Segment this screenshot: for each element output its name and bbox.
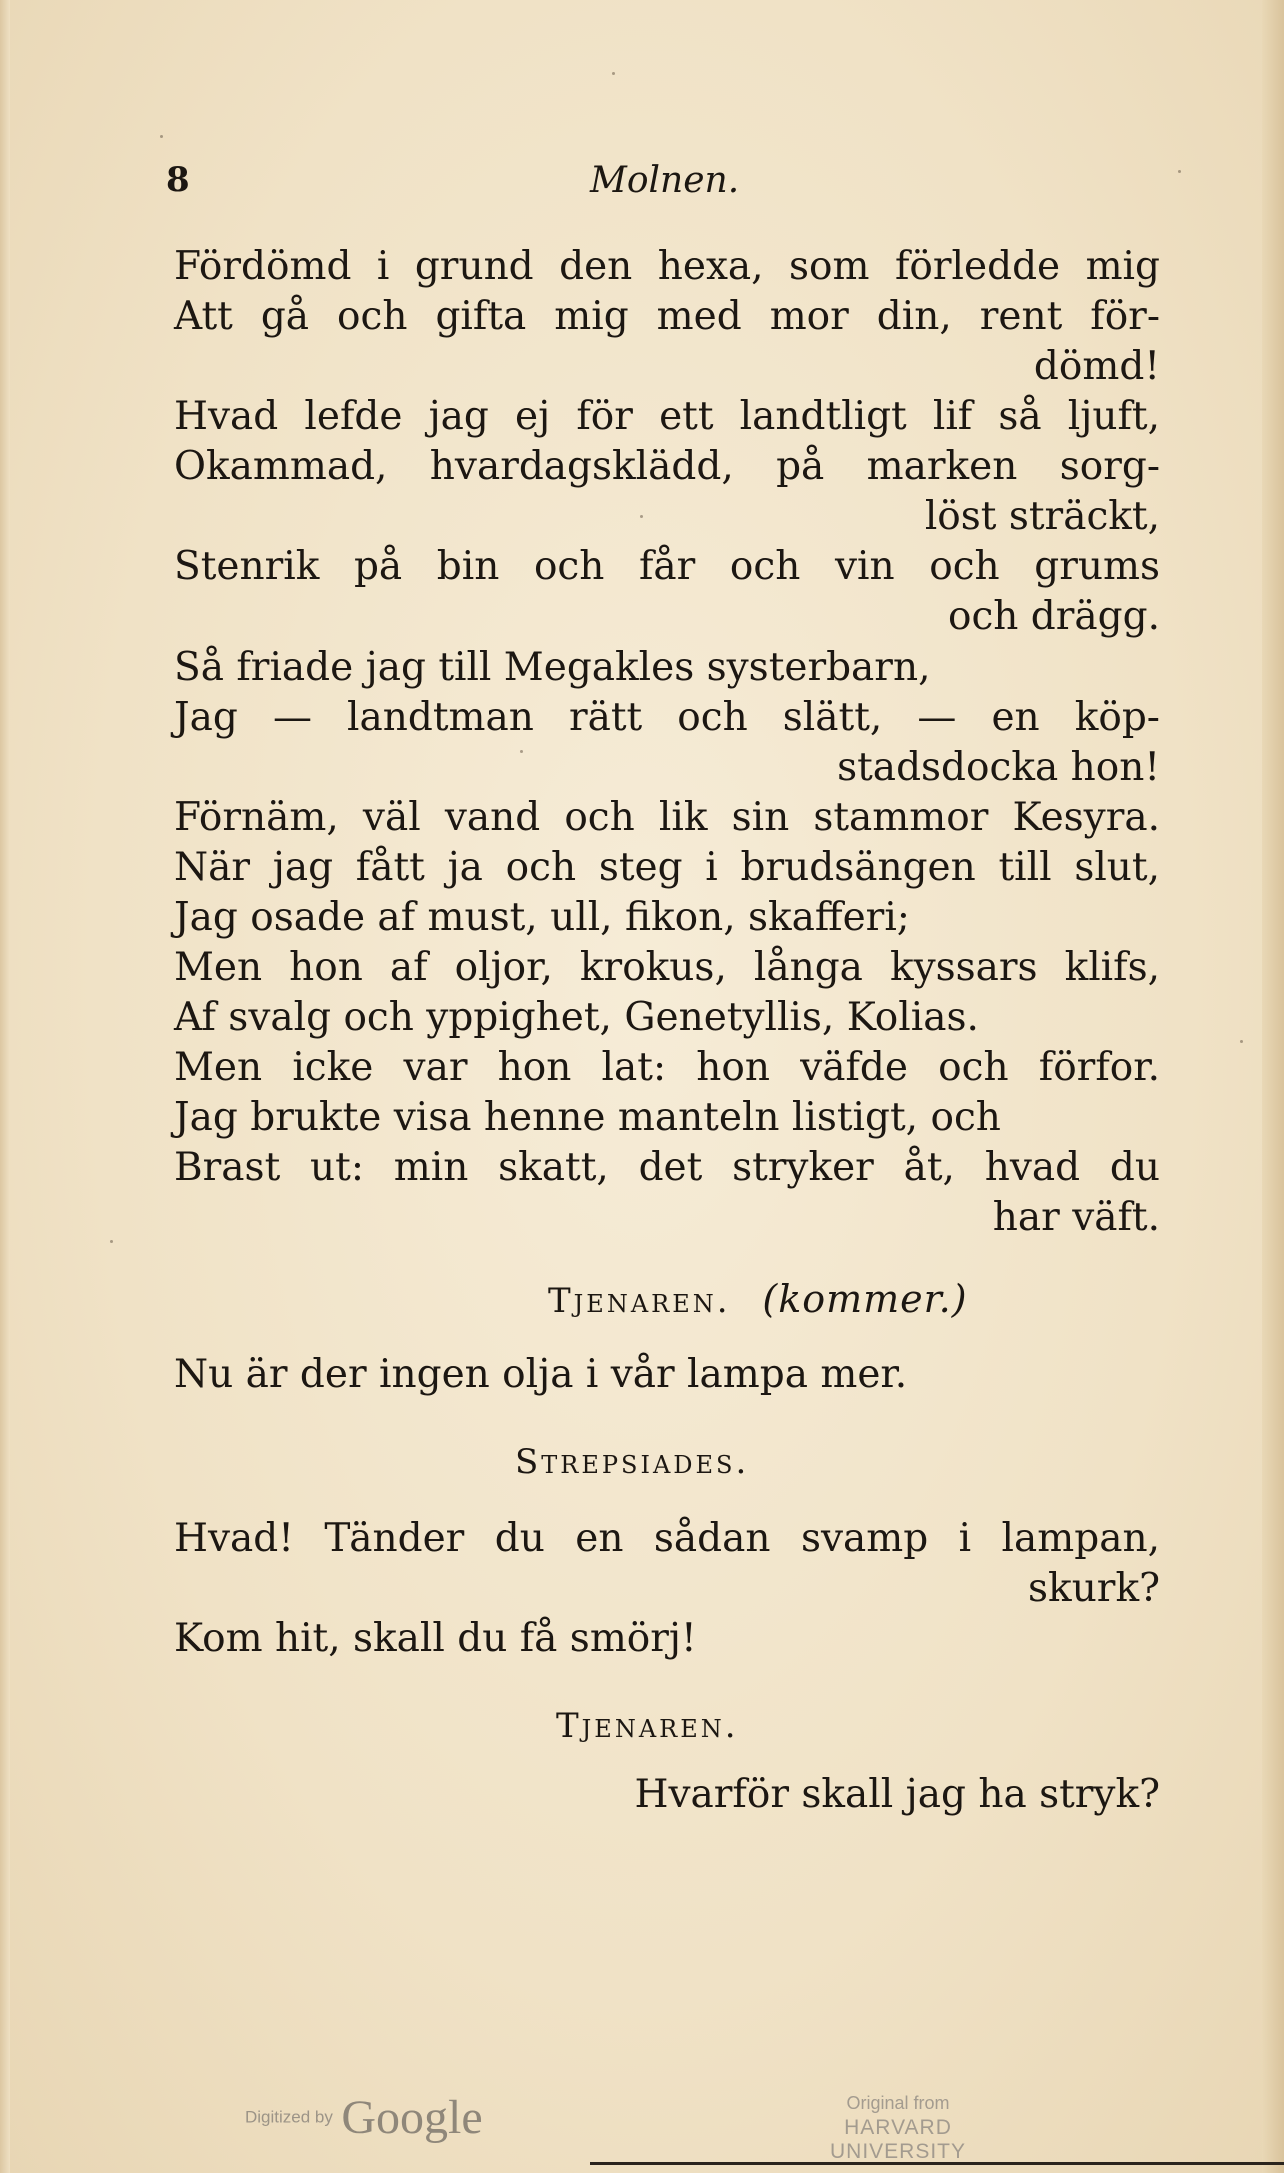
verse-continuation: och drägg. — [947, 594, 1160, 639]
scan-speck — [160, 135, 163, 138]
speaker-label: Tjenaren. — [548, 1281, 731, 1321]
scan-speck — [1240, 1040, 1243, 1043]
speaker-name — [548, 1277, 968, 1321]
verse-line: Jag brukte visa henne manteln listigt, och — [174, 1095, 1001, 1140]
scan-speck — [640, 515, 643, 518]
speaker-name: Strepsiades. — [515, 1442, 750, 1482]
verse-line: Hvad lefde jag ej för ett landtligt lif så ljuft, — [174, 394, 1160, 439]
verse-line: Men icke var hon lat: hon väfde och förfor. — [174, 1045, 1160, 1090]
verse-line: Okammad, hvardagsklädd, på marken sorg- — [174, 444, 1160, 489]
dialogue-continuation: skurk? — [1028, 1566, 1160, 1611]
verse-line: Förnäm, väl vand och lik sin stammor Kesyra. — [174, 795, 1160, 840]
original-from-label: Original from — [846, 2093, 950, 2113]
dialogue-line: Hvarför skall jag ha stryk? — [634, 1772, 1160, 1817]
running-title: Molnen. — [590, 160, 740, 201]
verse-line: Att gå och gifta mig med mor din, rent för- — [174, 294, 1160, 339]
library-name: HARVARD UNIVERSITY — [829, 2116, 967, 2163]
verse-continuation: stadsdocka hon! — [837, 745, 1160, 790]
scan-speck — [110, 1240, 113, 1243]
dialogue-line: Hvad! Tänder du en sådan svamp i lampan, — [174, 1516, 1160, 1561]
verse-line: Jag osade af must, ull, fikon, skafferi; — [174, 895, 910, 940]
speaker-name: Tjenaren. — [556, 1706, 739, 1746]
digitized-label: Digitized by — [245, 2107, 333, 2127]
verse-line: När jag fått ja och steg i brudsängen till slut, — [174, 845, 1160, 890]
verse-line: Fördömd i grund den hexa, som förledde mig — [174, 244, 1160, 289]
google-logo: Google — [341, 2091, 483, 2144]
verse-line: Jag — landtman rätt och slätt, — en köp- — [174, 695, 1160, 740]
scan-speck — [520, 750, 523, 753]
page-number: 8 — [166, 160, 190, 200]
page-edge-left — [0, 0, 10, 2173]
verse-line: Brast ut: min skatt, det stryker åt, hvad du — [174, 1145, 1160, 1190]
verse-line: Men hon af oljor, krokus, långa kyssars klifs, — [174, 945, 1160, 990]
scan-speck — [612, 72, 615, 75]
stage-direction: (kommer.) — [762, 1277, 968, 1321]
dialogue-line: Nu är der ingen olja i vår lampa mer. — [174, 1352, 908, 1397]
digitized-by-watermark — [245, 2090, 483, 2145]
page-edge-right — [1262, 0, 1284, 2173]
verse-line: Af svalg och yppighet, Genetyllis, Kolias. — [174, 995, 979, 1040]
verse-continuation: löst sträckt, — [924, 494, 1160, 539]
verse-line: Så friade jag till Megakles systerbarn, — [174, 645, 931, 690]
library-watermark — [778, 2093, 1018, 2164]
verse-continuation: har väft. — [992, 1195, 1160, 1240]
dialogue-line: Kom hit, skall du få smörj! — [174, 1616, 697, 1661]
verse-continuation: dömd! — [1033, 344, 1160, 389]
page-header — [0, 160, 1284, 210]
verse-line: Stenrik på bin och får och vin och grums — [174, 544, 1160, 589]
